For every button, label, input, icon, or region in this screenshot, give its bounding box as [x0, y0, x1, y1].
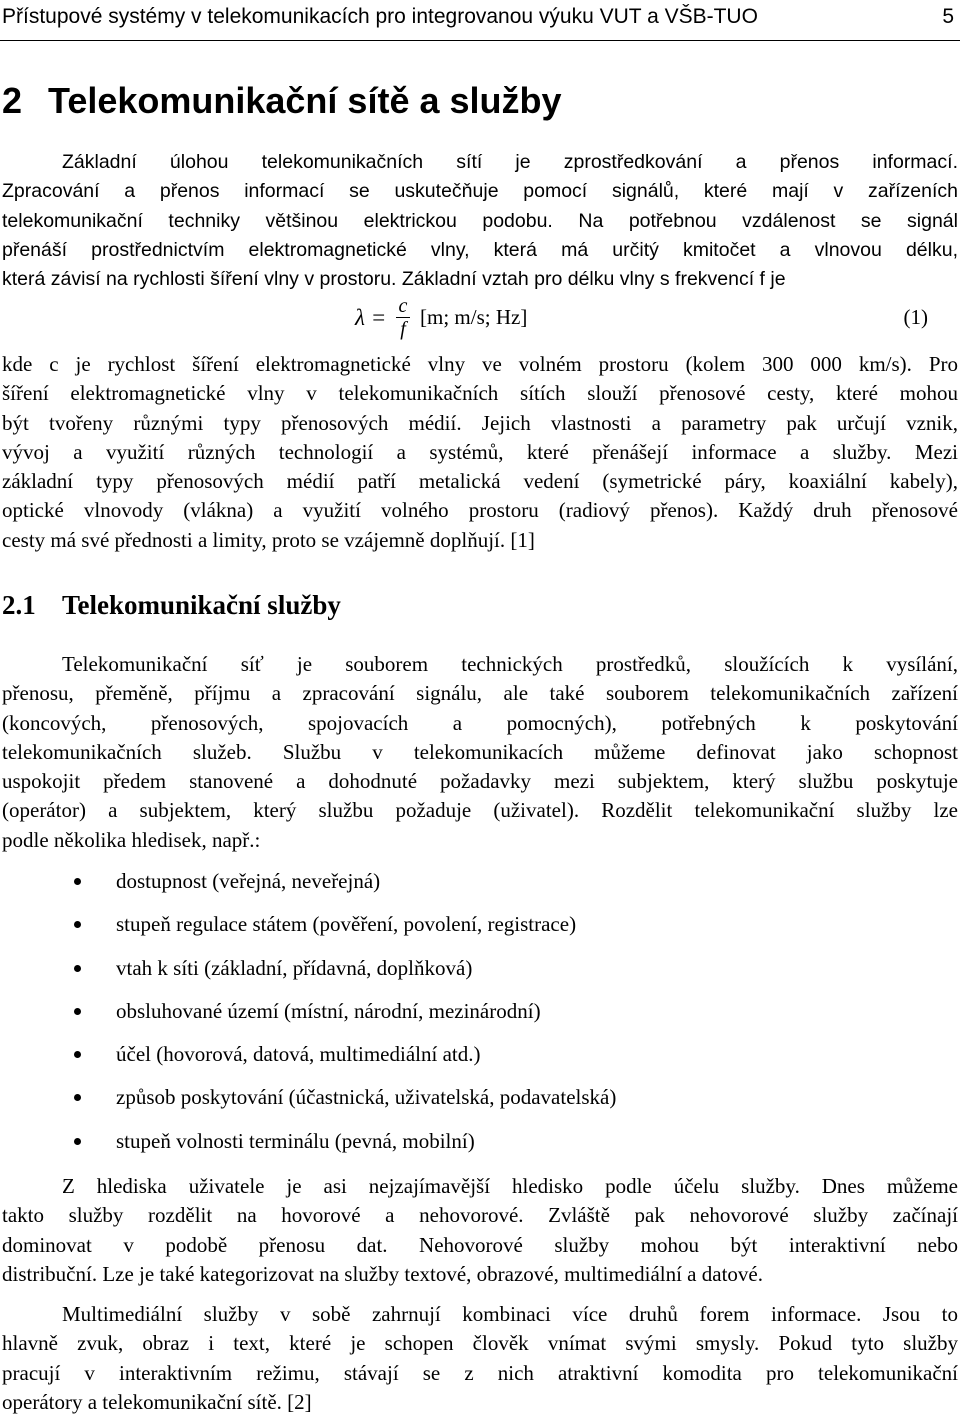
text-line: podle několika hledisek, např.: [2, 827, 261, 852]
equation-label: (1) [903, 305, 928, 329]
bullet-icon [74, 1138, 81, 1145]
text-line: Z hlediska uživatele je asi nejzajímavější hledisko podle účelu služby. Dnes můžeme [62, 1174, 958, 1198]
text-line: operátory a telekomunikační sítě. [2] [2, 1389, 312, 1414]
media-paragraph [2, 350, 958, 555]
text-line: Základní úlohou telekomunikačních sítí je zprostředkování a přenos informací. [62, 151, 958, 173]
text-line: telekomunikační techniky většinou elektrickou podobu. Na potřebnou vzdálenost se signál [2, 209, 958, 232]
text-line: přenáší prostřednictvím elektromagnetické vlny, která má určitý kmitočet a vlnovou délku, [2, 238, 958, 261]
text-line: (operátor) a subjektem, který službu požaduje (uživatel). Rozdělit telekomunikační služby lze [2, 798, 958, 823]
text-line: Multimediální služby v sobě zahrnují kombinaci více druhů forem informace. Jsou to [62, 1302, 958, 1326]
text-line: pracují v interaktivním režimu, stávají se z nich atraktivní komodita pro telekomunikační [2, 1360, 958, 1385]
text-line: kde c je rychlost šíření elektromagnetické vlny ve volném prostoru (kolem 300 000 km/s). Pro [2, 352, 958, 376]
running-title: Přístupové systémy v telekomunikacích pro integrovanou výuku VUT a VŠB-TUO [2, 5, 758, 28]
subsection-title: Telekomunikační služby [62, 590, 341, 620]
text-line: základní typy přenosových médií patří metalická vedení (symetrické páry, koaxiální kabely), [2, 469, 958, 494]
equation-units: [m; m/s; Hz] [420, 305, 528, 329]
text-line: (koncových, přenosových, spojovacích a pomocných), potřebných k poskytování [2, 710, 958, 735]
section-heading [2, 80, 562, 122]
bullet-icon [74, 965, 81, 972]
subsection-heading [2, 590, 341, 621]
text-line: být tvořeny různými typy přenosových médií. Jejich vlastnosti a parametry pak určují vznik, [2, 410, 958, 435]
text-line: uspokojit předem stanovené a dohodnuté požadavky mezi subjektem, který službu poskytuje [2, 769, 958, 794]
text-line: vývoj a využití různých technologií a systémů, které přenášejí informace a služby. Mezi [2, 439, 958, 464]
bullet-icon [74, 878, 81, 885]
fraction-denominator: f [400, 318, 406, 340]
bullet-icon [74, 1008, 81, 1015]
multimedia-paragraph [2, 1300, 958, 1417]
text-line: cesty má své přednosti a limity, proto se vzájemně doplňují. [1] [2, 527, 535, 552]
text-line: takto služby rozdělit na hovorové a nehovorové. Zvláště pak nehovorové služby začínají [2, 1203, 958, 1228]
text-line: optické vlnovody (vlákna) a využití volného prostoru (radiový přenos). Každý druh přenosové [2, 498, 958, 523]
text-line: Telekomunikační síť je souborem technických prostředků, sloužících k vysílání, [62, 652, 958, 676]
section-title: Telekomunikační sítě a služby [48, 80, 562, 121]
bullet-icon [74, 1051, 81, 1058]
equation-lhs: λ = [355, 305, 387, 330]
bullet-icon [74, 1094, 81, 1101]
text-line: která závisí na rychlosti šíření vlny v prostoru. Základní vztah pro délku vlny s frekvencí f je [2, 268, 786, 291]
text-line: hlavně zvuk, obraz i text, které je schopen člověk vnímat svými smysly. Pokud tyto služby [2, 1331, 958, 1356]
section-number: 2 [2, 80, 23, 121]
page-number: 5 [942, 5, 954, 28]
fraction-numerator: c [398, 295, 408, 317]
services-paragraph [2, 650, 958, 855]
page-header [0, 4, 960, 41]
text-line: šíření elektromagnetické vlny v telekomunikačních sítích slouží přenosové cesty, které mohou [2, 381, 958, 406]
equation-fraction [395, 295, 411, 340]
bullet-icon [74, 921, 81, 928]
text-line: telekomunikačních služeb. Službu v telekomunikacích můžeme definovat jako schopnost [2, 739, 958, 764]
equation-1 [0, 297, 960, 347]
user-view-paragraph [2, 1172, 958, 1289]
text-line: distribuční. Lze je také kategorizovat na služby textové, obrazové, multimediální a datové. [2, 1261, 763, 1286]
text-line: Zpracování a přenos informací se uskutečňuje pomocí signálů, které mají v zařízeních [2, 180, 958, 203]
text-line: přenosu, přeměně, příjmu a zpracování signálu, ale také souborem telekomunikačních zařízení [2, 681, 958, 706]
subsection-number: 2.1 [2, 590, 36, 620]
text-line: dominovat v podobě přenosu dat. Nehovorové služby mohou být interaktivní nebo [2, 1232, 958, 1257]
intro-paragraph [2, 148, 958, 294]
